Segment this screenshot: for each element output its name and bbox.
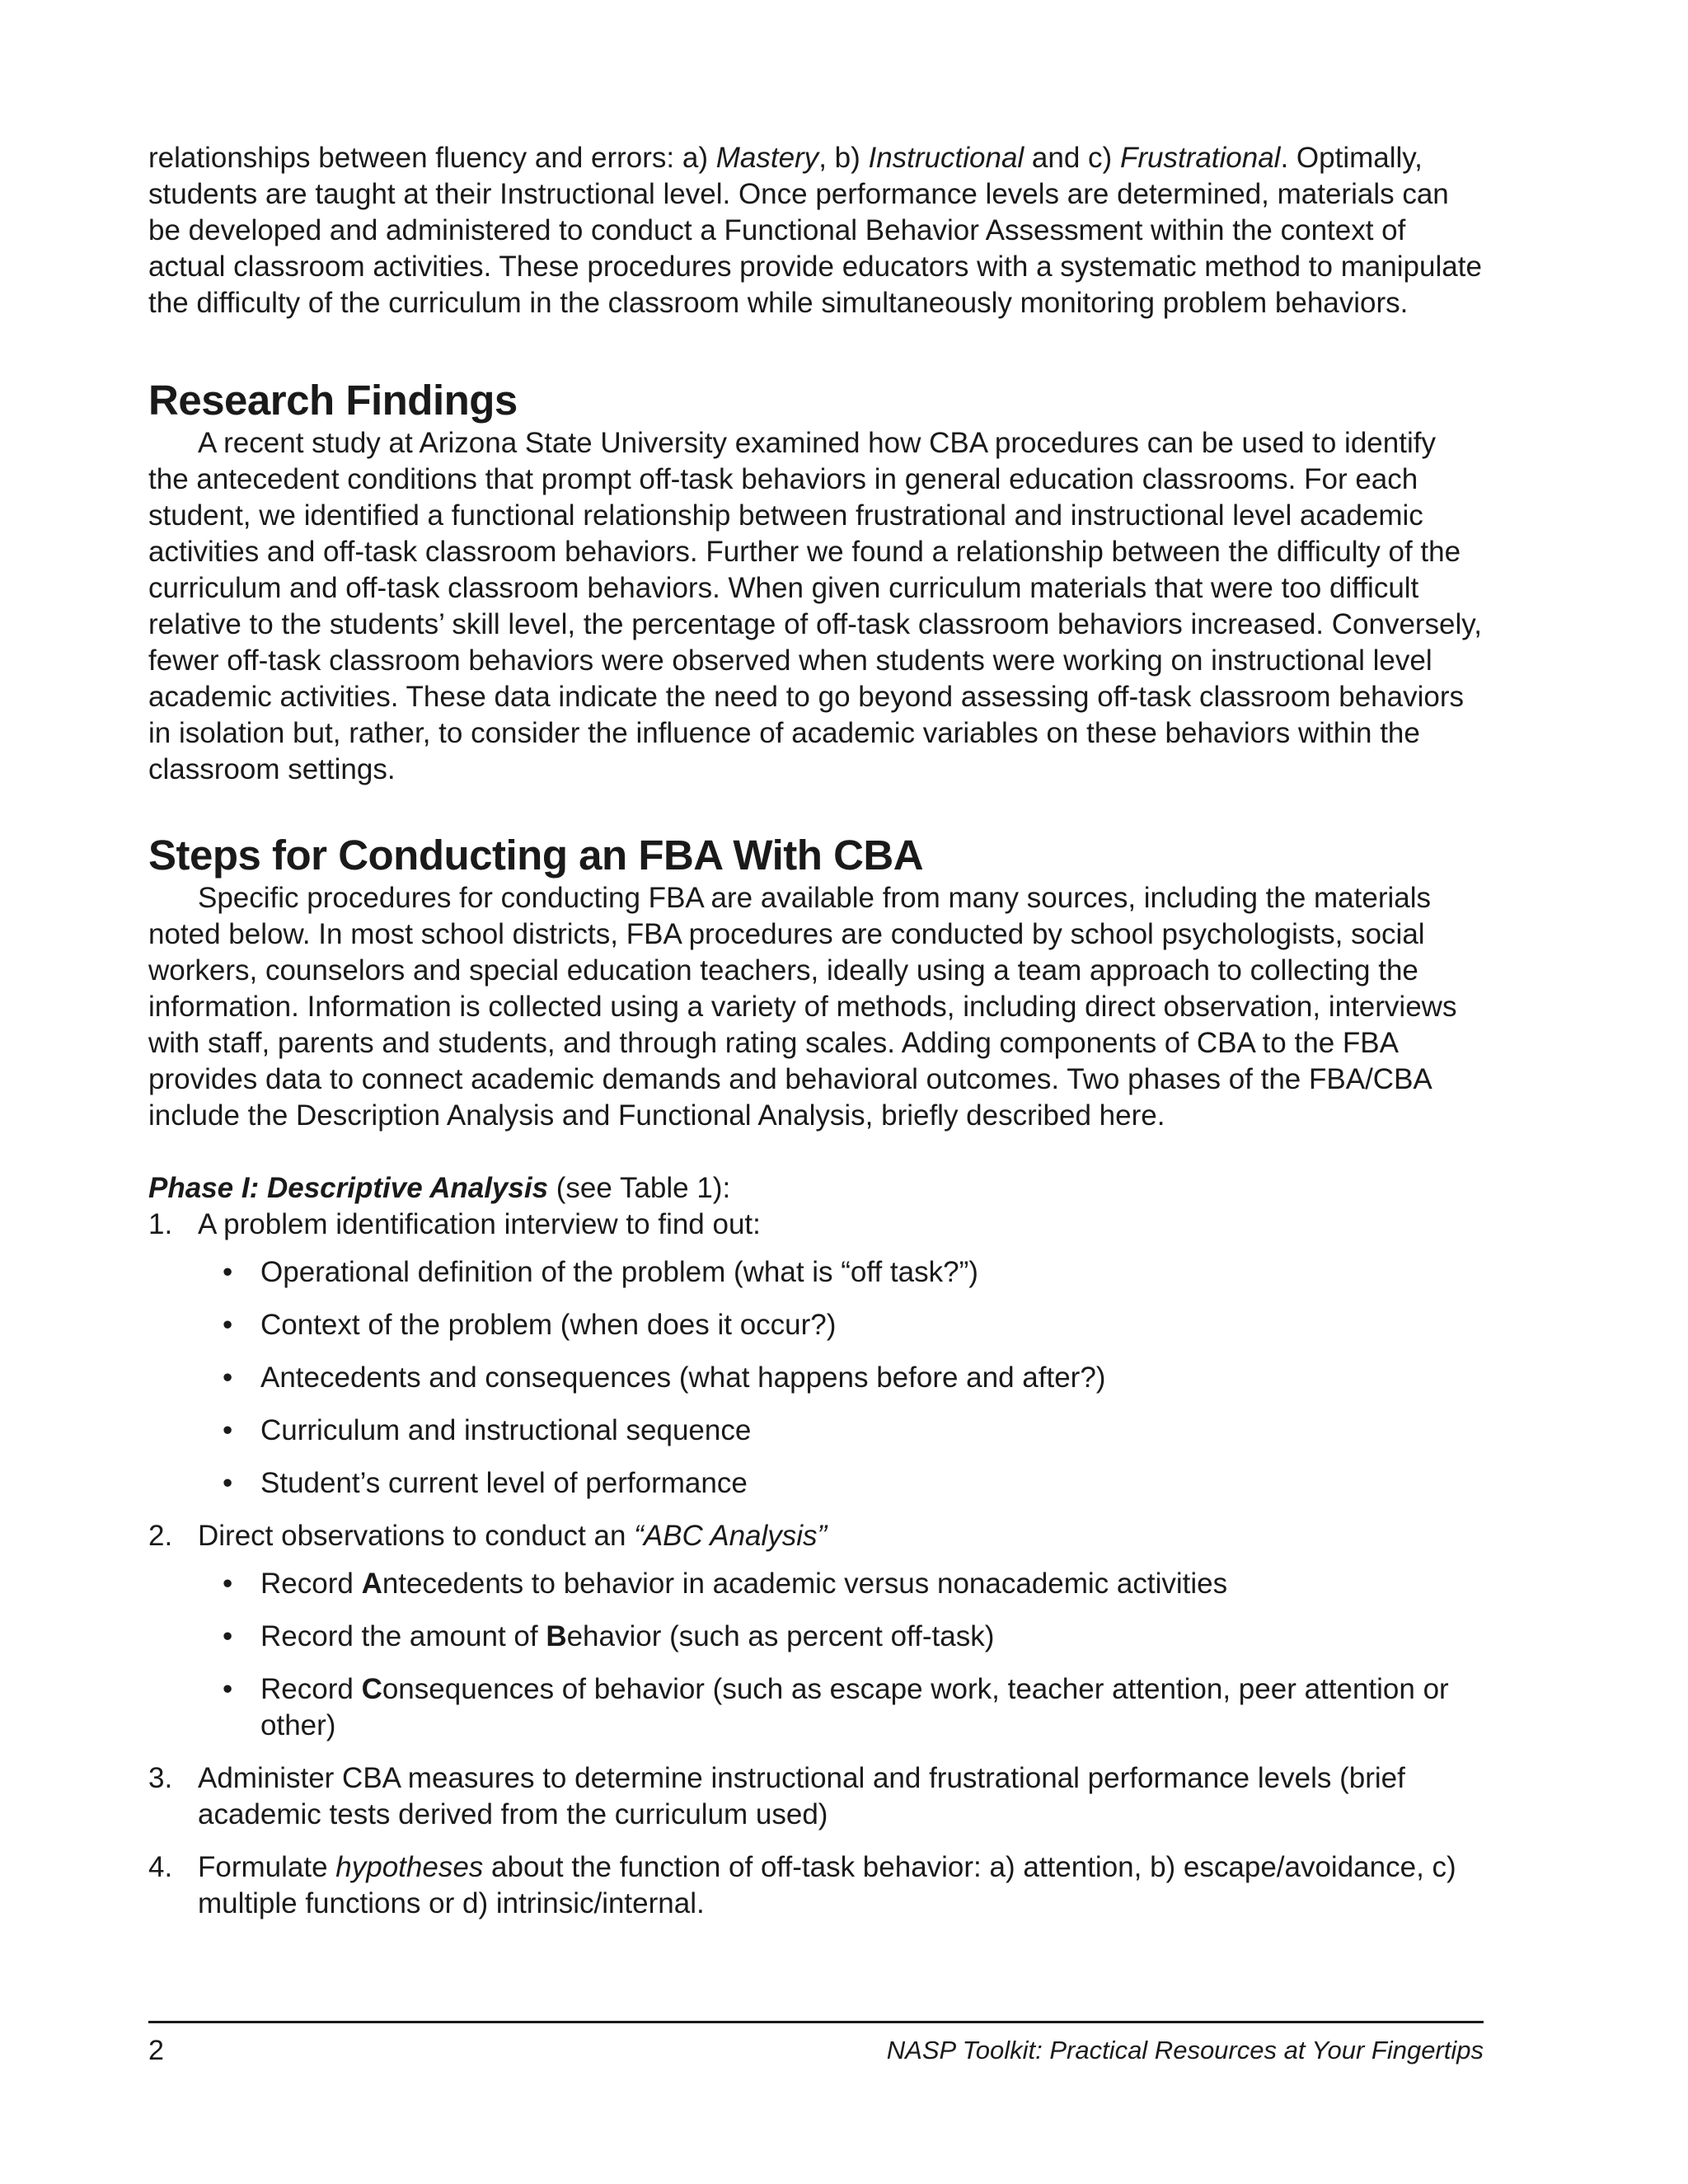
bullet-item: • Record the amount of Behavior (such as percent off-task) <box>198 1619 1484 1655</box>
steps-list <box>148 1207 1484 1922</box>
list-item: 4. Formulate hypotheses about the function of off-task behavior: a) attention, b) escape/avoidance, c) multiple functions or d) intrinsic/internal. <box>148 1851 1456 1919</box>
steps-paragraph: Specific procedures for conducting FBA are available from many sources, including the materials noted below. In most school districts, FBA procedures are conducted by school psychologists, social workers, counselors and special education teachers, ideally using a team approach to collecting the information. Information is collected using a variety of methods, including direct observation, interviews with staff, parents and students, and through rating scales. Adding components of CBA to the FBA provides data to connect academic demands and behavioral outcomes. Two phases of the FBA/CBA include the Description Analysis and Functional Analysis, briefly described here. <box>148 882 1457 1132</box>
bullet-icon: • <box>223 1568 233 1600</box>
term-instructional: Instructional <box>868 142 1025 174</box>
term-mastery: Mastery <box>715 142 819 174</box>
research-findings-heading: Research Findings <box>148 377 518 424</box>
bullet-icon: • <box>223 1620 233 1652</box>
bullet-item: • Record Consequences of behavior (such as escape work, teacher attention, peer attention or other) <box>223 1673 1449 1741</box>
hypotheses-term: hypotheses <box>335 1851 484 1883</box>
bullet-icon: • <box>223 1361 233 1394</box>
bullet-item: • Curriculum and instructional sequence <box>198 1413 1484 1449</box>
list-item: 2. Direct observations to conduct an “ABC Analysis” • Record Antecedents to behavior in academic versus nonacademic activities • Record the amount of Behavior (such as percent off-task) • Record Consequences of behavior (such as escape work, teacher attention, peer attention or other) <box>148 1518 1484 1744</box>
bullet-item: • Student’s current level of performance <box>198 1465 1484 1502</box>
bullet-item: • Record Antecedents to behavior in academic versus nonacademic activities <box>198 1566 1484 1602</box>
bullet-icon: • <box>223 1309 233 1341</box>
bullet-icon: • <box>223 1673 233 1705</box>
bullet-item: • Context of the problem (when does it occur?) <box>198 1307 1484 1343</box>
list-item: 1. A problem identification interview to find out: • Operational definition of the problem (what is “off task?”) • Context of the problem (when does it occur?) • Antecedents and consequences (what happens before and after?) • Curriculum and instructional sequence • Student’s current level of performance <box>148 1207 1484 1502</box>
bullet-icon: • <box>223 1414 233 1446</box>
bullet-item: • Antecedents and consequences (what happens before and after?) <box>198 1360 1484 1396</box>
research-findings-paragraph: A recent study at Arizona State University examined how CBA procedures can be used to identify the antecedent conditions that prompt off-task behaviors in general education classrooms. For each student, we identified a functional relationship between frustrational and instructional level academic activities and off-task classroom behaviors. Further we found a relationship between the difficulty of the curriculum and off-task classroom behaviors. When given curriculum materials that were too difficult relative to the students’ skill level, the percentage of off-task classroom behaviors increased. Conversely, fewer off-task classroom behaviors were observed when students were working on instructional level academic activities. These data indicate the need to go beyond assessing off-task classroom behaviors in isolation but, rather, to consider the influence of academic variables on these behaviors within the classroom settings. <box>148 427 1482 785</box>
document-page <box>148 140 1484 1922</box>
interview-bullets <box>198 1254 1484 1502</box>
observation-bullets <box>198 1566 1484 1744</box>
abc-analysis-term: “ABC Analysis” <box>634 1520 828 1552</box>
bullet-item: • Operational definition of the problem (what is “off task?”) <box>198 1254 1484 1291</box>
intro-paragraph: relationships between fluency and errors: a) Mastery, b) Instructional and c) Frustrational. Optimally, students are taught at their Instructional level. Once performance levels are determined, materials can be developed and administered to conduct a Functional Behavior Assessment within the context of actual classroom activities. These procedures provide educators with a systematic method to manipulate the difficulty of the curriculum in the classroom while simultaneously monitoring problem behaviors. <box>148 142 1482 319</box>
steps-heading: Steps for Conducting an FBA With CBA <box>148 832 924 879</box>
footer-publication-title: NASP Toolkit: Practical Resources at Your Fingertips <box>886 2036 1484 2064</box>
phase-one-label: Phase I: Descriptive Analysis <box>148 1172 549 1204</box>
footer-divider <box>148 2021 1484 2023</box>
bullet-icon: • <box>223 1256 233 1288</box>
list-item: 3. Administer CBA measures to determine instructional and frustrational performance levels (brief academic tests derived from the curriculum used) <box>148 1762 1405 1830</box>
bullet-icon: • <box>223 1467 233 1499</box>
term-frustrational: Frustrational <box>1119 142 1281 174</box>
page-number: 2 <box>148 2035 164 2066</box>
phase-one-heading: Phase I: Descriptive Analysis (see Table 1): <box>148 1172 731 1204</box>
